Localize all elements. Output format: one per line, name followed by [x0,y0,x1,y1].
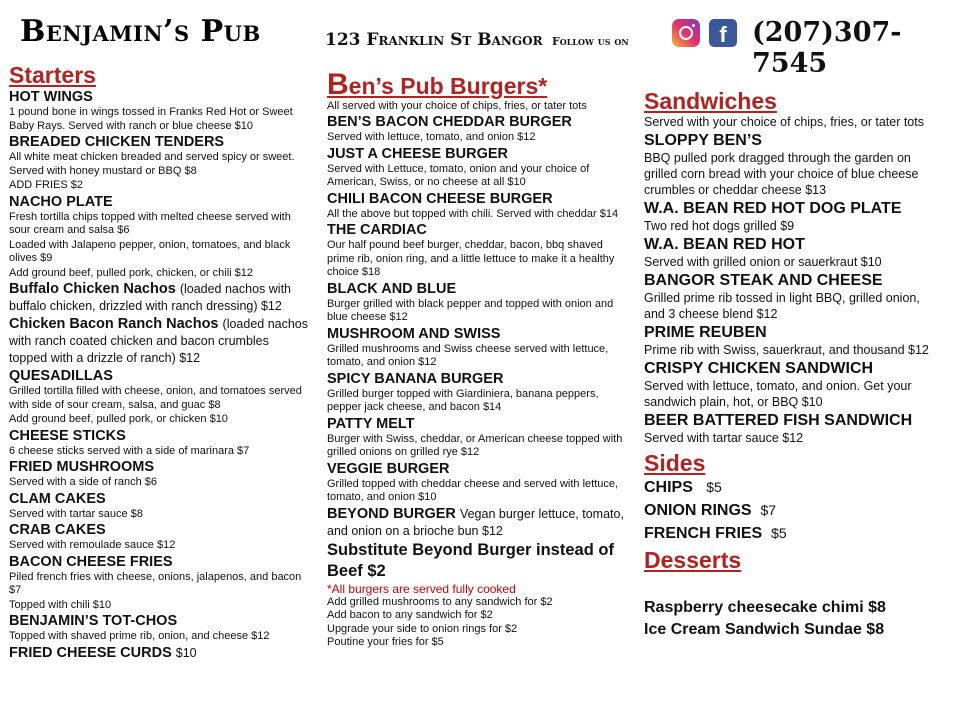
menu-item-desc: Grilled tortilla filled with cheese, onion, and tomatoes served with side of sour cream, salsa, and guac $8 [9,385,302,411]
menu-item-desc: Grilled burger topped with Giardiniera, banana peppers, pepper jack cheese, and bacon $14 [327,387,599,413]
menu-item-desc: Served with tartar sauce $12 [644,431,804,445]
side-item [644,476,944,499]
addon-item: Poutine your fries for $5 [327,636,444,648]
menu-item [327,416,627,460]
pub-name: Benjamin’s Pub [20,14,261,49]
menu-item-inline-desc: Vegan burger lettuce, tomato, and onion on a brioche bun $12 [327,506,624,538]
menu-item-name: BEN’S BACON CHEDDAR BURGER [327,114,572,130]
menu-item [327,506,627,540]
menu-item-name: CHEESE STICKS [9,427,126,444]
menu-item [9,194,309,281]
phone-number: (207)307-7545 [752,17,902,79]
menu-item-name: JUST A CHEESE BURGER [327,145,509,162]
menu-item-desc: Our half pound beef burger, cheddar, bacon, bbq shaved prime rib, onion ring, and a little lettuce to make it a healthy choice $18 [327,239,615,278]
menu-item-desc: Served with remoulade sauce $12 [9,539,176,551]
beyond-substitute: Substitute Beyond Burger instead of Beef $2 [327,540,614,580]
menu-item-desc: Topped with shaved prime rib, onion, and cheese $12 [9,630,270,642]
menu-item [327,146,627,190]
menu-item-desc: Grilled mushrooms and Swiss cheese served with lettuce, tomato, and onion $12 [327,342,609,368]
menu-item-name: Chicken Bacon Ranch Nachos (loaded nachos with ranch coated chicken and bacon crumbles topped with a drizzle of ranch) $12 [9,316,309,365]
sides-list [644,476,944,545]
menu-item-extra: Loaded with Jalapeno pepper, onion, tomatoes, and black olives $9 [9,238,291,264]
side-item [644,499,944,522]
menu-item-name: BANGOR STEAK AND CHEESE [644,272,883,289]
menu-item-desc: Served with Lettuce, tomato, onion and your choice of American, Swiss, or no cheese at all $10 [327,162,590,188]
sandwiches-subtitle: Served with your choice of chips, fries, or tater tots [644,115,924,129]
burgers-subtitle: All served with your choice of chips, fries, or tater tots [327,100,587,112]
menu-item [9,428,309,459]
menu-item-desc: 1 pound bone in wings tossed in Franks Red Hot or Sweet Baby Rays. Served with ranch or blue cheese $10 [9,106,293,132]
menu-item-desc: Served with lettuce, tomato, and onion $12 [327,131,536,143]
menu-item-desc: Two red hot dogs grilled $9 [644,219,795,233]
menu-item [9,522,309,553]
menu-item-name: Buffalo Chicken Nachos (loaded nachos with buffalo chicken, drizzled with ranch dressing) $12 [9,281,291,313]
menu-item-desc: 6 cheese sticks served with a side of marinara $7 [9,444,250,457]
menu-item-desc: BBQ pulled pork dragged through the garden on grilled corn bread with your choice of blue cheese crumbles or cheddar cheese $13 [644,151,919,197]
menu-item [644,131,944,198]
menu-item [644,199,944,234]
desserts-title: Desserts [644,547,742,573]
menu-item-name: W.A. BEAN RED HOT DOG PLATE [644,200,902,217]
menu-item-inline-desc: (loaded nachos with ranch coated chicken and bacon crumbles topped with a drizzle of ranch) $12 [9,317,309,365]
menu-item [9,459,309,490]
menu-item-desc: Grilled prime rib tossed in light BBQ, grilled onion, and 3 cheese blend $12 [644,291,920,321]
instagram-icon[interactable] [672,19,700,47]
menu-item [644,323,944,358]
menu-item-desc: Served with a side of ranch $6 [9,476,157,488]
side-name: CHIPS [644,479,693,496]
menu-item-name: VEGGIE BURGER [327,460,450,477]
starters-column [9,62,309,662]
menu-item-name: BEER BATTERED FISH SANDWICH [644,412,913,429]
menu-item [9,554,309,613]
menu-item [9,645,309,662]
menu-item-name: FRIED MUSHROOMS [9,459,154,475]
addon-item: Add bacon to any sandwich for $2 [327,609,493,621]
menu-item [644,411,944,446]
menu-item-name: W.A. BEAN RED HOT [644,236,805,253]
menu-item-desc: Fresh tortilla chips topped with melted cheese served with sour cream and salsa $6 [9,210,291,236]
menu-item-desc: Served with tartar sauce $8 [9,507,143,520]
menu-item [9,613,309,644]
side-name: ONION RINGS [644,502,752,519]
menu-item [327,191,627,222]
side-name: FRENCH FRIES [644,525,763,542]
menu-item [9,281,309,315]
menu-item [327,281,627,325]
menu-item-name: BEYOND BURGER Vegan burger lettuce, tomato, and onion on a brioche bun $12 [327,505,624,538]
menu-item-desc: Burger grilled with black pepper and topped with onion and blue cheese $12 [327,297,614,323]
side-price: $5 [771,525,787,541]
menu-item-name: BREADED CHICKEN TENDERS [9,134,225,150]
sandwiches-title: Sandwiches [644,88,777,114]
dessert-item: Raspberry cheesecake chimi $8 [644,599,886,616]
menu-item [9,89,309,133]
menu-item [9,491,309,522]
sandwiches-list [644,131,944,446]
side-price: $5 [706,479,722,495]
menu-item-name: SLOPPY BEN’S [644,132,762,149]
menu-item-desc: Served with grilled onion or sauerkraut $10 [644,255,882,269]
side-price: $7 [760,502,777,518]
sides-title: Sides [644,450,706,476]
side-item [644,522,944,545]
menu-item [327,114,627,145]
burgers-note: *All burgers are served fully cooked [327,581,516,596]
menu-item-name: CRISPY CHICKEN SANDWICH [644,360,874,377]
menu-item-extra: Topped with chili $10 [9,598,112,611]
menu-item-name: CHILI BACON CHEESE BURGER [327,190,553,207]
sandwiches-column [644,88,944,641]
menu-item-desc: Burger with Swiss, cheddar, or American cheese topped with grilled onions on grilled rye $12 [327,432,623,458]
menu-item-name: CRAB CAKES [9,522,106,538]
menu-item-name: BACON CHEESE FRIES [9,553,173,570]
addon-item: Upgrade your side to onion rings for $2 [327,622,518,635]
menu-item [327,371,627,415]
menu-item-name: PRIME REUBEN [644,324,767,341]
menu-item-desc: Piled french fries with cheese, onions, jalapenos, and bacon $7 [9,570,302,596]
menu-item [9,316,309,367]
menu-item-desc: Prime rib with Swiss, sauerkraut, and thousand $12 [644,343,929,357]
menu-item-name: NACHO PLATE [9,193,113,210]
menu-item-inline-desc: $10 [175,645,197,660]
menu-item-name: THE CARDIAC [327,222,427,238]
menu-item-name: QUESADILLAS [9,368,113,384]
burgers-column [327,68,627,650]
menu-item [327,222,627,280]
burgers-title: Ben’s Pub Burgers* [327,68,548,101]
menu-item-desc: All the above but topped with chili. Served with cheddar $14 [327,207,619,220]
menu-item-name: BLACK AND BLUE [327,280,457,297]
addons-list [327,596,627,650]
menu-item-inline-desc: (loaded nachos with buffalo chicken, drizzled with ranch dressing) $12 [9,282,291,313]
menu-item [327,326,627,370]
menu-item [644,235,944,270]
menu-item-desc: All white meat chicken breaded and served spicy or sweet. Served with honey mustard or BBQ $8 [9,151,295,177]
menu-item-name: FRIED CHEESE CURDS $10 [9,644,197,661]
menu-item-extra2: Add ground beef, pulled pork, chicken, or chili $12 [9,266,253,279]
menu-item-desc: Grilled topped with cheddar cheese and served with lettuce, tomato, and onion $10 [327,477,619,503]
menu-item [9,368,309,427]
menu-item-name: PATTY MELT [327,415,415,432]
address: 123 Franklin St Bangor [325,30,543,50]
facebook-icon[interactable]: f [709,19,737,47]
burgers-list [327,114,627,540]
starters-list [9,89,309,662]
menu-item-name: BENJAMIN’S TOT-CHOS [9,613,178,629]
menu-item-name: CLAM CAKES [9,490,106,507]
menu-item [327,461,627,505]
menu-item [9,134,309,193]
menu-item-name: HOT WINGS [9,89,93,105]
follow-us-label: Follow us on [552,35,629,48]
menu-item-extra: ADD FRIES $2 [9,179,83,191]
menu-item-name: MUSHROOM AND SWISS [327,325,501,342]
menu-item [644,271,944,322]
menu-item-desc: Served with lettuce, tomato, and onion. Get your sandwich plain, hot, or BBQ $10 [644,379,912,409]
menu-item-name: SPICY BANANA BURGER [327,370,504,387]
dessert-item: Ice Cream Sandwich Sundae $8 [644,621,885,638]
starters-title: Starters [9,62,96,88]
menu-item-extra: Add ground beef, pulled pork, or chicken $10 [9,413,228,425]
menu-item [644,359,944,410]
addon-item: Add grilled mushrooms to any sandwich for $2 [327,595,553,608]
